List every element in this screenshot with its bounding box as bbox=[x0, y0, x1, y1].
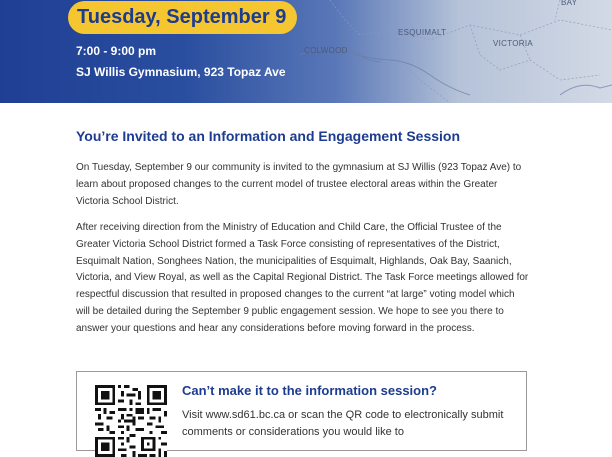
event-banner bbox=[0, 0, 612, 103]
invite-paragraph-2: After receiving direction from the Ministry of Education and Child Care, the Official Trustee of the Greater Victoria School District formed a Task Force consisting of representatives of the District, Esquimalt Nation, Songhees Nation, the municipalities of Esquimalt, Highlands, Oak Bay, Saanich, Victoria, and View Royal, as well as the Capital Regional District. The Task Force meetings allowed for respectful discussion that resulted in proposed changes to the current “at large” voting model which will be detailed during the September 9 public engagement session. We hope to see you there to answer your questions and hear any considerations before moving forward in the process. bbox=[76, 222, 529, 334]
event-venue: SJ Willis Gymnasium, 923 Topaz Ave bbox=[76, 65, 286, 79]
map-label-esquimalt: ESQUIMALT bbox=[398, 28, 447, 37]
map-label-victoria: VICTORIA bbox=[493, 39, 534, 48]
map-label-colwood: COLWOOD bbox=[304, 46, 348, 55]
map-label-bay: BAY bbox=[561, 0, 578, 7]
qr-code-icon[interactable] bbox=[95, 385, 167, 457]
invite-paragraph-1: On Tuesday, September 9 our community is invited to the gymnasium at SJ Willis (923 Topaz Ave) to learn about proposed changes to the current model of trustee electoral areas within the Greater Victoria School District. bbox=[76, 162, 522, 207]
card-title: Can’t make it to the information session? bbox=[182, 383, 437, 398]
event-time: 7:00 - 9:00 pm bbox=[76, 44, 157, 58]
event-date: Tuesday, September 9 bbox=[68, 1, 297, 34]
card-body: Visit www.sd61.bc.ca or scan the QR code to electronically submit comments or considerations you would like to bbox=[182, 409, 504, 438]
feedback-card bbox=[76, 371, 527, 451]
invite-heading: You’re Invited to an Information and Engagement Session bbox=[76, 128, 461, 144]
